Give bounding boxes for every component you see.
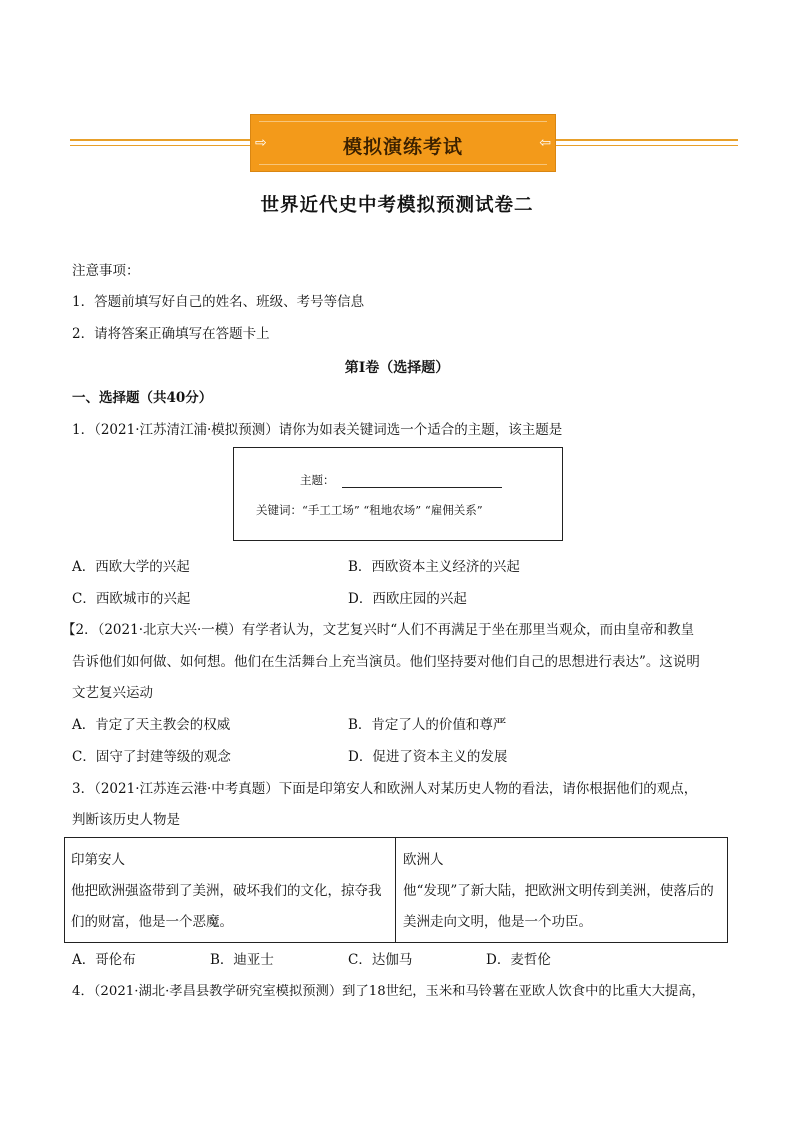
- part-heading: 一、选择题（共40分）: [72, 390, 213, 406]
- banner-title: 模拟演练考试: [342, 136, 463, 158]
- arrow-left-icon: ⇦: [539, 135, 551, 151]
- question-2-line: 【2．（2021·北京大兴·一模）有学者认为，文艺复兴时“人们不再满足于坐在那里当观众，而由皇帝和教皇: [62, 622, 695, 638]
- table-cell-right-line: 美洲走向文明，他是一个功臣。: [403, 914, 592, 930]
- question-3-line: 3．（2021·江苏连云港·中考真题）下面是印第安人和欧洲人对某历史人物的看法，请你根据他们的观点，: [72, 781, 698, 797]
- table-cell-left-line: 他把欧洲强盗带到了美洲，破坏我们的文化，掠夺我: [71, 883, 382, 899]
- question-2-line: 告诉他们如何做、如何想。他们在生活舞台上充当演员。他们坚持要对他们自己的思想进行表达”。这说明: [72, 654, 700, 670]
- q3-option-d: D．麦哲伦: [486, 952, 551, 968]
- topic-blank-line: [342, 487, 502, 488]
- banner-rule-right-bottom: [556, 145, 738, 146]
- document-title: 世界近代史中考模拟预测试卷二: [260, 195, 534, 216]
- q2-option-d: D．促进了资本主义的发展: [348, 749, 508, 765]
- q2-option-b: B．肯定了人的价值和尊严: [348, 717, 507, 733]
- section-title: 第I卷（选择题）: [344, 360, 450, 376]
- q1-option-c: C．西欧城市的兴起: [72, 591, 191, 607]
- arrow-right-icon: ⇨: [255, 135, 267, 151]
- banner-rule-left-top: [70, 139, 250, 141]
- banner-rule-right-top: [556, 139, 738, 141]
- question-2-line: 文艺复兴运动: [72, 685, 153, 701]
- topic-label: 主题：: [300, 473, 335, 487]
- q1-option-b: B．西欧资本主义经济的兴起: [348, 559, 520, 575]
- keyword-box: [233, 447, 563, 541]
- notice-item: 1．答题前填写好自己的姓名、班级、考号等信息: [72, 294, 365, 310]
- q3-option-c: C．达伽马: [348, 952, 413, 968]
- table-header-right: 欧洲人: [403, 852, 444, 868]
- table-cell-right-line: 他“发现”了新大陆，把欧洲文明传到美洲，使落后的: [403, 883, 714, 899]
- notice-item: 2．请将答案正确填写在答题卡上: [72, 326, 270, 342]
- q2-option-a: A．肯定了天主教会的权威: [72, 717, 231, 733]
- table-header-left: 印第安人: [71, 852, 125, 868]
- q3-option-b: B．迪亚士: [210, 952, 274, 968]
- table-divider: [395, 838, 396, 942]
- notice-heading: 注意事项：: [72, 263, 140, 279]
- question-4-stem: 4．（2021·湖北·孝昌县教学研究室模拟预测）到了18世纪，玉米和马铃薯在亚欧人饮食中的比重大大提高，: [72, 984, 705, 999]
- q2-option-c: C．固守了封建等级的观念: [72, 749, 231, 765]
- table-cell-left-line: 们的财富，他是一个恶魔。: [71, 914, 233, 930]
- keywords-text: 关键词：“手工工场” “租地农场” “雇佣关系”: [256, 503, 483, 517]
- q1-option-a: A．西欧大学的兴起: [72, 559, 190, 575]
- exam-banner: [250, 114, 556, 172]
- q1-option-d: D．西欧庄园的兴起: [348, 591, 467, 607]
- banner-rule-left-bottom: [70, 145, 250, 146]
- q3-option-a: A．哥伦布: [72, 952, 136, 968]
- opinion-table: [64, 837, 728, 943]
- question-1-stem: 1．（2021·江苏清江浦·模拟预测）请你为如表关键词选一个适合的主题，该主题是: [72, 422, 563, 438]
- question-3-line: 判断该历史人物是: [72, 812, 180, 828]
